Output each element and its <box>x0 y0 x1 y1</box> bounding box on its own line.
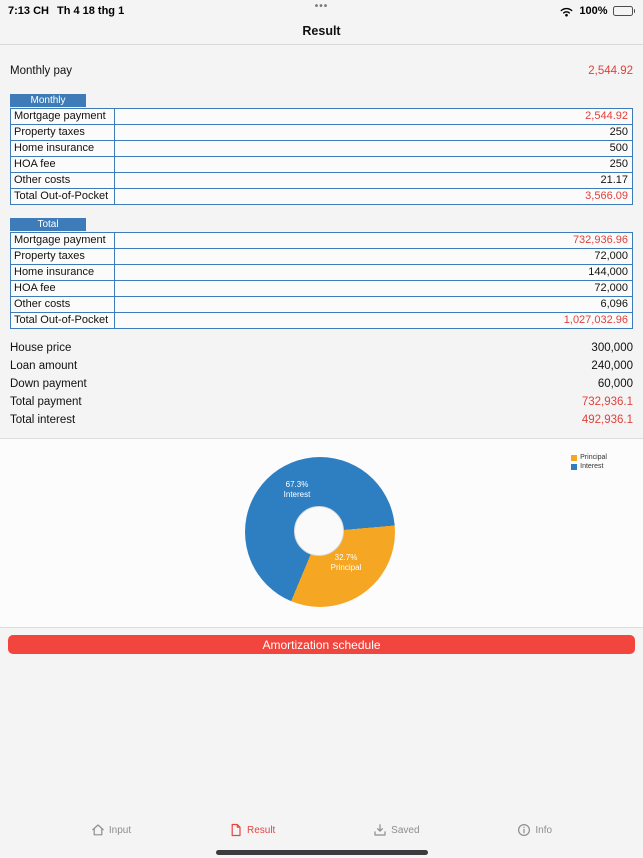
row-label: Mortgage payment <box>11 109 115 124</box>
summary-row <box>10 411 633 429</box>
summary-row <box>10 393 633 411</box>
row-label: HOA fee <box>11 157 115 172</box>
summary-row <box>10 357 633 375</box>
summary-label: Down payment <box>10 378 87 390</box>
tab-info[interactable] <box>517 823 552 837</box>
row-label: Home insurance <box>11 141 115 156</box>
principal-swatch <box>571 455 577 461</box>
summary-row <box>10 339 633 357</box>
tab-label: Info <box>535 824 553 836</box>
table-row <box>11 109 632 124</box>
row-value: 21.17 <box>600 174 628 186</box>
row-label: Other costs <box>11 297 115 312</box>
tab-label: Result <box>246 824 276 836</box>
date: Th 4 18 thg 1 <box>56 5 125 17</box>
summary-value: 300,000 <box>591 342 633 354</box>
table-row <box>11 280 632 296</box>
row-value: 2,544.92 <box>585 110 628 122</box>
chart-legend <box>571 453 607 471</box>
legend-item <box>571 453 607 462</box>
summary-value: 732,936.1 <box>581 396 633 408</box>
table-row <box>11 140 632 156</box>
monthly-table-tab: Monthly <box>10 94 86 107</box>
principal-slice-label: 32.7% Principal <box>330 553 362 572</box>
row-label: Total Out-of-Pocket <box>11 189 115 204</box>
tab-label: Saved <box>391 824 420 836</box>
table-row <box>11 172 632 188</box>
row-label: Property taxes <box>11 125 115 140</box>
nav-bar <box>0 22 643 45</box>
tab-saved[interactable] <box>373 823 419 837</box>
multitask-handle[interactable]: ••• <box>314 1 329 12</box>
row-value: 250 <box>609 126 628 138</box>
monthly-pay-value: 2,544.92 <box>588 65 633 77</box>
tab-result[interactable] <box>229 823 275 837</box>
row-label: HOA fee <box>11 281 115 296</box>
summary-label: House price <box>10 342 72 354</box>
summary-value: 240,000 <box>591 360 633 372</box>
row-value: 1,027,032.96 <box>563 314 628 326</box>
summary-label: Loan amount <box>10 360 78 372</box>
legend-item <box>571 462 607 471</box>
result-content <box>0 45 643 654</box>
total-table-tab: Total <box>10 218 86 231</box>
summary-label: Total payment <box>10 396 82 408</box>
donut-hole <box>294 506 344 556</box>
row-value: 500 <box>609 142 628 154</box>
save-tray-icon <box>373 823 387 837</box>
row-value: 250 <box>609 158 628 170</box>
monthly-pay-label: Monthly pay <box>10 65 73 77</box>
summary-label: Total interest <box>10 414 76 426</box>
loan-summary <box>10 339 633 429</box>
row-label: Property taxes <box>11 249 115 264</box>
house-icon <box>91 823 105 837</box>
summary-row <box>10 375 633 393</box>
table-row <box>11 264 632 280</box>
pie-chart-section <box>0 439 643 628</box>
monthly-pay-row <box>10 61 633 81</box>
monthly-table <box>10 108 633 205</box>
tab-label: Input <box>108 824 132 836</box>
clock: 7:13 CH <box>8 5 49 17</box>
battery-percent: 100% <box>579 5 608 17</box>
info-icon <box>517 823 531 837</box>
row-value: 72,000 <box>594 282 628 294</box>
wifi-icon <box>559 6 574 17</box>
status-bar <box>0 0 643 22</box>
tab-input[interactable] <box>91 823 131 837</box>
interest-slice-label: 67.3% Interest <box>283 480 311 499</box>
page-title: Result <box>302 24 341 38</box>
row-value: 6,096 <box>600 298 628 310</box>
battery-icon <box>613 6 636 16</box>
pie-chart[interactable] <box>245 457 395 607</box>
table-row <box>11 312 632 328</box>
table-row <box>11 296 632 312</box>
row-label: Total Out-of-Pocket <box>11 313 115 328</box>
table-row <box>11 233 632 248</box>
home-indicator[interactable] <box>216 850 428 855</box>
table-row <box>11 124 632 140</box>
summary-value: 60,000 <box>597 378 633 390</box>
row-value: 3,566.09 <box>585 190 628 202</box>
table-row <box>11 156 632 172</box>
legend-label: Principal <box>580 454 607 461</box>
row-label: Mortgage payment <box>11 233 115 248</box>
tab-bar <box>0 810 643 850</box>
row-value: 72,000 <box>594 250 628 262</box>
row-value: 732,936.96 <box>572 234 628 246</box>
row-value: 144,000 <box>588 266 628 278</box>
total-table <box>10 232 633 329</box>
legend-label: Interest <box>580 463 604 470</box>
document-icon <box>229 823 243 837</box>
table-row <box>11 248 632 264</box>
table-row <box>11 188 632 204</box>
summary-value: 492,936.1 <box>581 414 633 426</box>
interest-swatch <box>571 464 577 470</box>
amortization-schedule-button[interactable]: Amortization schedule <box>8 635 635 654</box>
row-label: Other costs <box>11 173 115 188</box>
row-label: Home insurance <box>11 265 115 280</box>
